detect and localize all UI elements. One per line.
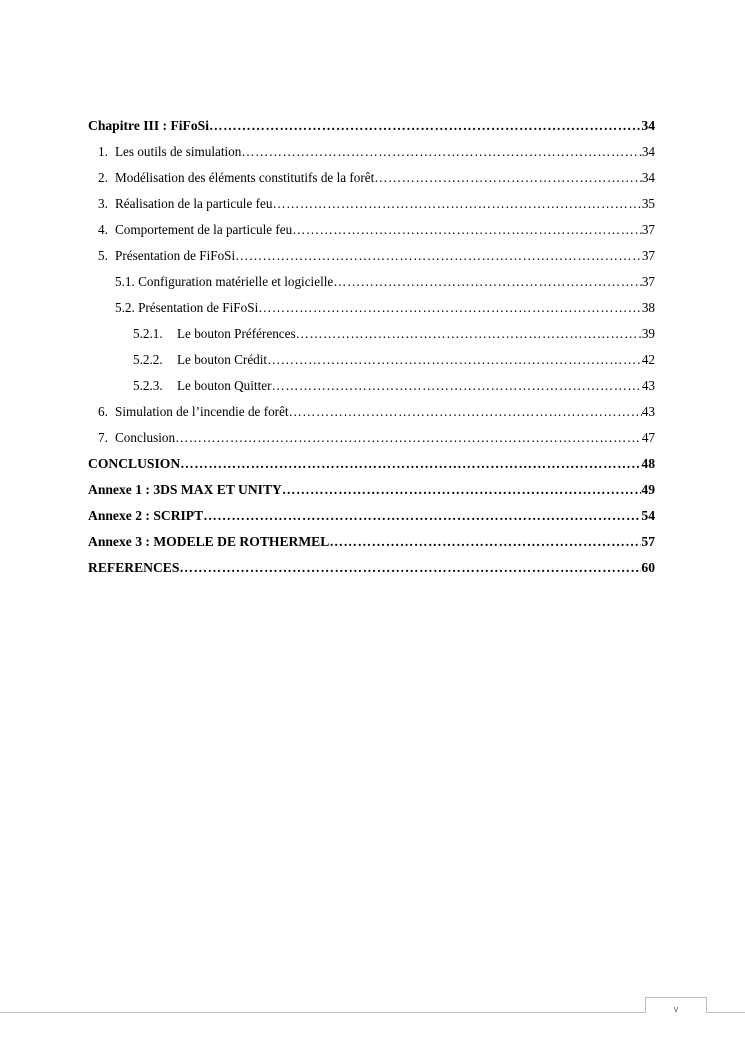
toc-entry-label: REFERENCES <box>88 560 180 575</box>
toc-entry-page: 48 <box>641 456 655 471</box>
toc-section-entry[interactable] <box>88 139 655 165</box>
toc-backmatter-entry[interactable] <box>88 451 655 477</box>
toc-entry-number: 7. <box>98 430 108 445</box>
dot-leader <box>329 529 641 555</box>
toc-entry-page: 49 <box>641 482 655 497</box>
toc-entry-page: 37 <box>641 274 655 289</box>
dot-leader <box>282 477 642 503</box>
toc-entry-label: Présentation de FiFoSi <box>115 248 236 263</box>
toc-entry-page: 43 <box>641 404 655 419</box>
dot-leader <box>180 451 641 477</box>
table-of-contents <box>88 113 655 581</box>
toc-entry-number: 5.2.1. <box>133 326 163 341</box>
dot-leader <box>258 295 642 321</box>
toc-entry-number: 4. <box>98 222 108 237</box>
toc-entry-label: 5.1. Configuration matérielle et logicielle <box>115 274 334 289</box>
toc-backmatter-entry[interactable] <box>88 529 655 555</box>
toc-entry-number: 5. <box>98 248 108 263</box>
toc-entry-label: Simulation de l’incendie de forêt <box>115 404 289 419</box>
toc-subsubsection-entry[interactable] <box>88 373 655 399</box>
toc-subsubsection-entry[interactable] <box>88 321 655 347</box>
toc-section-entry[interactable] <box>88 165 655 191</box>
toc-entry-label: Le bouton Quitter <box>177 378 272 393</box>
toc-entry-number: 1. <box>98 144 108 159</box>
dot-leader <box>235 243 642 269</box>
toc-chapter-entry[interactable] <box>88 113 655 139</box>
toc-entry-label: Conclusion <box>115 430 176 445</box>
toc-entry-page: 34 <box>641 118 655 133</box>
dot-leader <box>241 139 641 165</box>
footer-divider <box>0 1012 745 1013</box>
page-number: v <box>673 1004 679 1014</box>
dot-leader <box>272 373 642 399</box>
toc-entry-page: 37 <box>641 222 655 237</box>
toc-subsubsection-entry[interactable] <box>88 347 655 373</box>
dot-leader <box>292 217 642 243</box>
toc-section-entry[interactable] <box>88 243 655 269</box>
toc-entry-page: 57 <box>641 534 655 549</box>
page-number-box <box>645 997 707 1013</box>
dot-leader <box>296 321 642 347</box>
toc-entry-page: 54 <box>641 508 655 523</box>
toc-entry-label: Le bouton Crédit <box>177 352 268 367</box>
toc-entry-label: Réalisation de la particule feu <box>115 196 273 211</box>
dot-leader <box>203 503 641 529</box>
toc-section-entry[interactable] <box>88 425 655 451</box>
dot-leader <box>179 555 641 581</box>
toc-entry-page: 37 <box>641 248 655 263</box>
dot-leader <box>272 191 641 217</box>
toc-entry-number: 3. <box>98 196 108 211</box>
toc-entry-label: Annexe 1 : 3DS MAX ET UNITY <box>88 482 282 497</box>
dot-leader <box>333 269 642 295</box>
toc-subsection-entry[interactable] <box>88 269 655 295</box>
toc-entry-page: 43 <box>641 378 655 393</box>
toc-entry-label: 5.2. Présentation de FiFoSi <box>115 300 259 315</box>
dot-leader <box>374 165 642 191</box>
dot-leader <box>209 113 641 139</box>
toc-entry-label: Le bouton Préférences <box>177 326 296 341</box>
toc-entry-page: 35 <box>641 196 655 211</box>
toc-entry-page: 34 <box>641 144 655 159</box>
toc-entry-label: Les outils de simulation <box>115 144 242 159</box>
toc-entry-page: 60 <box>641 560 655 575</box>
toc-entry-number: 6. <box>98 404 108 419</box>
toc-section-entry[interactable] <box>88 217 655 243</box>
toc-entry-page: 38 <box>641 300 655 315</box>
toc-entry-label: Chapitre III : FiFoSi <box>88 118 209 133</box>
toc-entry-number: 5.2.2. <box>133 352 163 367</box>
toc-entry-label: Annexe 3 : MODELE DE ROTHERMEL <box>88 534 330 549</box>
toc-entry-label: Modélisation des éléments constitutifs de la forêt <box>115 170 375 185</box>
dot-leader <box>289 399 642 425</box>
toc-section-entry[interactable] <box>88 191 655 217</box>
toc-entry-page: 39 <box>641 326 655 341</box>
toc-entry-page: 42 <box>641 352 655 367</box>
toc-backmatter-entry[interactable] <box>88 555 655 581</box>
dot-leader <box>267 347 642 373</box>
toc-backmatter-entry[interactable] <box>88 477 655 503</box>
toc-backmatter-entry[interactable] <box>88 503 655 529</box>
toc-entry-number: 2. <box>98 170 108 185</box>
toc-subsection-entry[interactable] <box>88 295 655 321</box>
toc-entry-label: CONCLUSION <box>88 456 181 471</box>
toc-entry-label: Comportement de la particule feu <box>115 222 293 237</box>
toc-entry-page: 47 <box>641 430 655 445</box>
toc-section-entry[interactable] <box>88 399 655 425</box>
toc-entry-number: 5.2.3. <box>133 378 163 393</box>
toc-entry-label: Annexe 2 : SCRIPT <box>88 508 204 523</box>
toc-entry-page: 34 <box>641 170 655 185</box>
dot-leader <box>175 425 642 451</box>
